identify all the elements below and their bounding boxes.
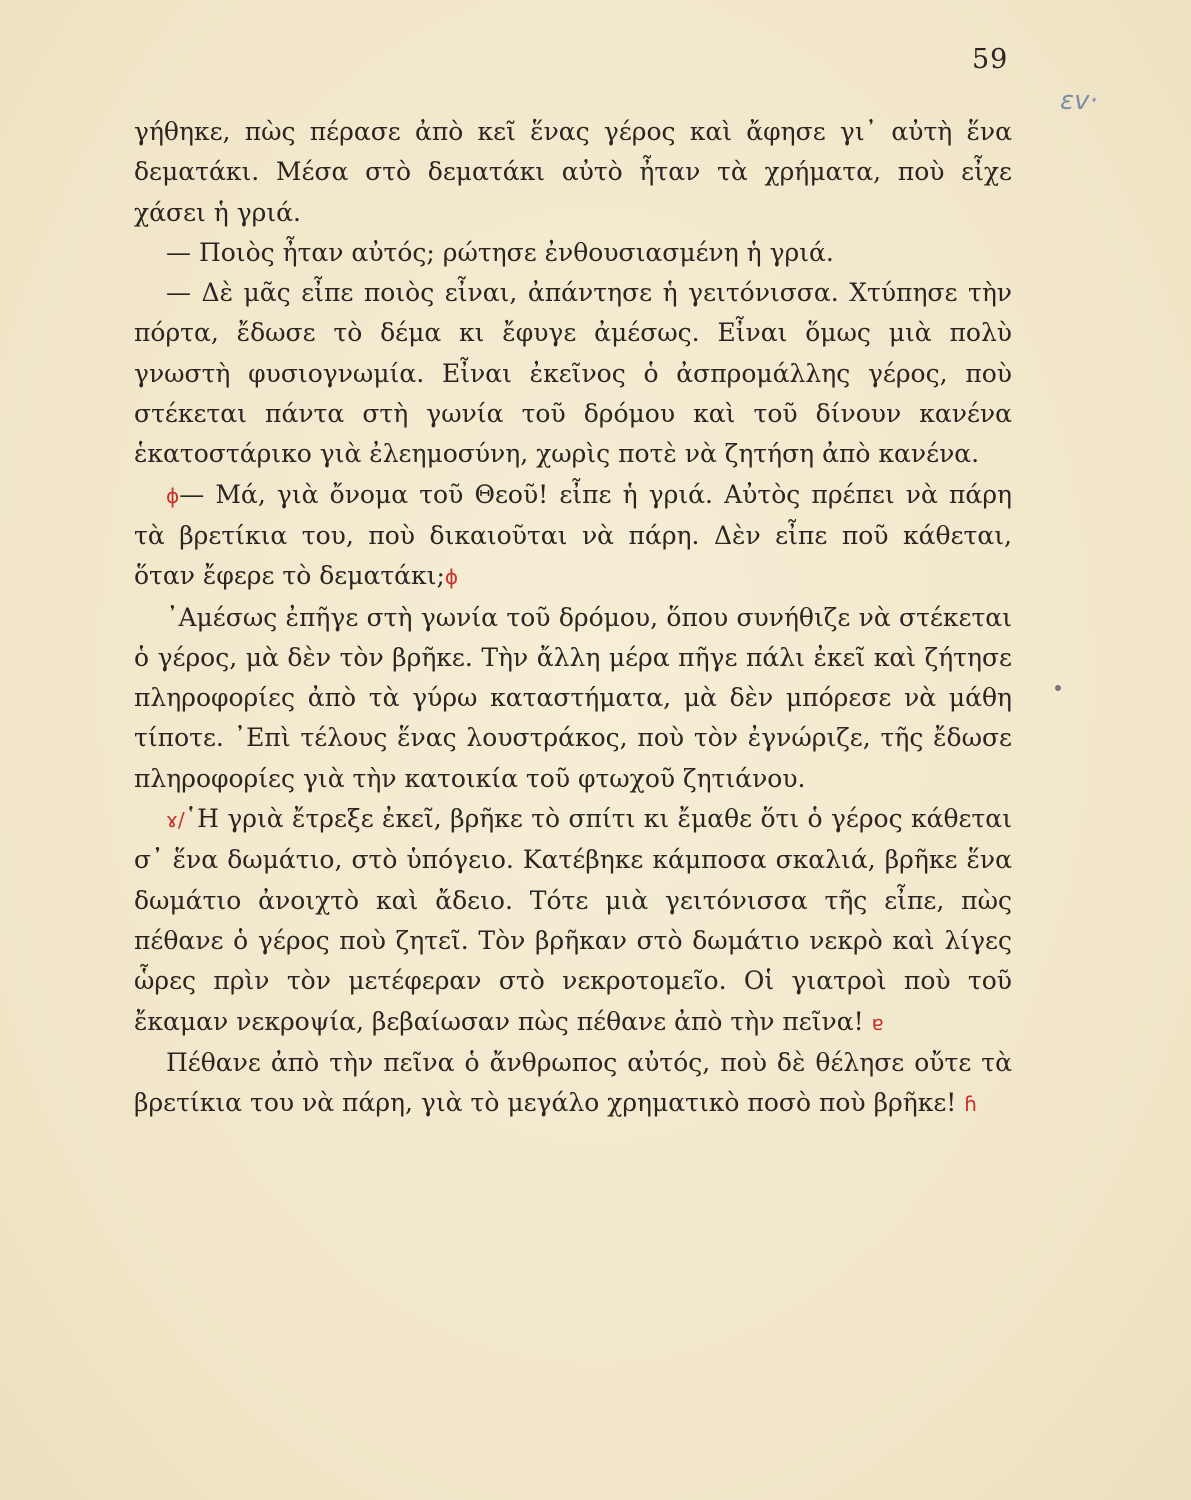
paragraph-text: ῾Η γριὰ ἔτρεξε ἐκεῖ, βρῆκε τὸ σπίτι κι ἔμαθε ὅτι ὁ γέρος κάθεται σ᾿ ἕνα δωμάτιο, στὸ ὑπόγειο. Κατέβηκε κάμποσα σκαλιά, βρῆκε ἕνα δωμάτιο ἀνοιχτὸ καὶ ἄδειο. Τότε μιὰ γειτόνισσα τῆς εἶπε, πὼς πέθανε ὁ γέρος ποὺ ζητεῖ. Τὸν βρῆκαν στὸ δωμάτιο νεκρὸ καὶ λίγες ὧρες πρὶν τὸν μετέφεραν στὸ νεκροτομεῖο. Οἱ γιατροὶ ποὺ τοῦ ἔκαμαν νεκροψία, βεβαίωσαν πὼς πέθανε ἀπὸ τὴν πεῖνα! (134, 804, 1012, 1036)
page-number: 59 (972, 44, 1009, 75)
paragraph-text: — Μά, γιὰ ὄνομα τοῦ Θεοῦ! εἶπε ἡ γριά. Αὐτὸς πρέπει νὰ πάρη τὰ βρετίκια του, ποὺ δικαιοῦται νὰ πάρη. Δὲν εἶπε ποῦ κάθεται, ὅταν ἔφερε τὸ δεματάκι; (134, 479, 1012, 591)
paragraph-text: Πέθανε ἀπὸ τὴν πεῖνα ὁ ἄνθρωπος αὐτός, ποὺ δὲ θέλησε οὔτε τὰ βρετίκια του νὰ πάρη, γιὰ τὸ μεγάλο χρηματικὸ ποσὸ ποὺ βρῆκε! (134, 1047, 1012, 1118)
red-correction-mark: ɐ (871, 1010, 884, 1035)
paragraph-text: ᾿Αμέσως ἐπῆγε στὴ γωνία τοῦ δρόμου, ὅπου συνήθιζε νὰ στέκεται ὁ γέρος, μὰ δὲν τὸν βρῆκε. Τὴν ἄλλη μέρα πῆγε πάλι ἐκεῖ καὶ ζήτησε πληροφορίες ἀπὸ τὰ γύρω καταστήματα, μὰ δὲν μπόρεσε νὰ μάθη τίποτε. ᾿Επὶ τέλους ἕνας λουστράκος, ποὺ τὸν ἐγνώριζε, τῆς ἔδωσε πληροφορίες γιὰ τὴν κατοικία τοῦ φτωχοῦ ζητιάνου. (134, 602, 1012, 793)
red-correction-mark: ɦ (964, 1092, 977, 1117)
paragraph-4 (134, 475, 1012, 598)
red-correction-mark: ɸ (166, 483, 180, 508)
paragraph-text: — Ποιὸς ἦταν αὐτός; ρώτησε ἐνθουσιασμένη ἡ γριά. (166, 237, 834, 267)
paragraph-6 (134, 799, 1012, 1043)
paragraph-1 (134, 112, 1012, 233)
body-text (134, 112, 1012, 1124)
paragraph-5 (134, 598, 1012, 799)
handwritten-margin-note: ɛv· (1060, 86, 1098, 116)
paragraph-2 (134, 233, 1012, 273)
paragraph-text: — Δὲ μᾶς εἶπε ποιὸς εἶναι, ἀπάντησε ἡ γειτόνισσα. Χτύπησε τὴν πόρτα, ἔδωσε τὸ δέμα κι ἔφυγε ἀμέσως. Εἶναι ὅμως μιὰ πολὺ γνωστὴ φυσιογνωμία. Εἶναι ἐκεῖνος ὁ ἀσπρομάλλης γέρος, ποὺ στέκεται πάντα στὴ γωνία τοῦ δρόμου καὶ τοῦ δίνουν κανένα ἑκατοστάρικο γιὰ ἐλεημοσύνη, χωρὶς ποτὲ νὰ ζητήση ἀπὸ κανένα. (134, 278, 1012, 469)
paragraph-text: γήθηκε, πὼς πέρασε ἀπὸ κεῖ ἕνας γέρος καὶ ἄφησε γι᾿ αὐτὴ ἕνα δεματάκι. Μέσα στὸ δεματάκι αὐτὸ ἦταν τὰ χρήματα, ποὺ εἶχε χάσει ἡ γριά. (134, 117, 1012, 227)
pencil-dot (1055, 685, 1061, 691)
red-correction-mark: ɤ/ (166, 808, 185, 833)
paragraph-3 (134, 273, 1012, 474)
paragraph-7 (134, 1043, 1012, 1125)
red-correction-mark: ɸ (444, 565, 459, 590)
